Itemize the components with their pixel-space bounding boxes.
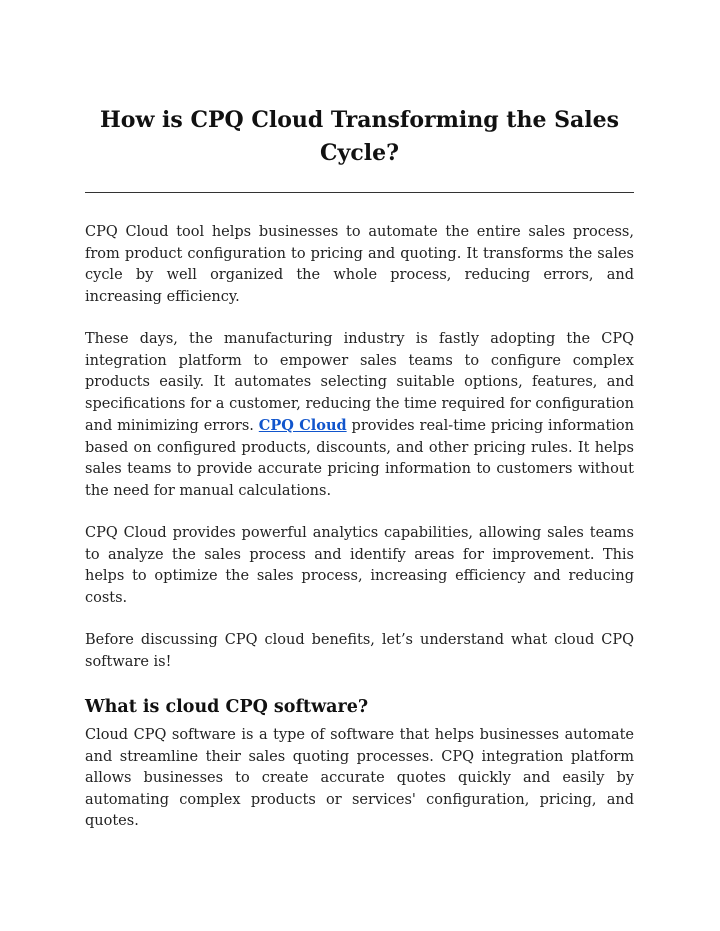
paragraph-analytics: CPQ Cloud provides powerful analytics capabilities, allowing sales teams to analyze the sales process and identify areas for improvement. This helps to optimize the sales process, increasing efficiency and reducing costs. (85, 525, 634, 606)
paragraph-definition: Cloud CPQ software is a type of software that helps businesses automate and streamline their sales quoting processes. CPQ integration platform allows businesses to create accurate quotes quickly and easily by automating complex products or services' configuration, pricing, and quotes. (85, 727, 634, 829)
paragraph-manufacturing-text-before: These days, the manufacturing industry is fastly adopting the CPQ integration platform to empower sales teams to configure complex products easily. It automates selecting suitable options, features, and specifications for a customer, reducing the time required for configuration and minimizing errors. (85, 331, 634, 434)
page-title: How is CPQ Cloud Transforming the Sales Cycle? (99, 107, 619, 166)
cpq-cloud-link[interactable]: CPQ Cloud (258, 417, 347, 434)
document-page (85, 104, 634, 833)
paragraph-intro: CPQ Cloud tool helps businesses to automate the entire sales process, from product configuration to pricing and quoting. It transforms the sales cycle by well organized the whole process, reducing errors, and increasing efficiency. (85, 224, 634, 305)
section-heading: What is cloud CPQ software? (85, 697, 369, 717)
paragraph-transition: Before discussing CPQ cloud benefits, let’s understand what cloud CPQ software is! (85, 632, 634, 670)
title-divider (85, 192, 634, 193)
paragraph-manufacturing-text-after: provides real-time pricing information based on configured products, discounts, and other pricing rules. It helps sales teams to provide accurate pricing information to customers without the need for manual calculations. (85, 418, 634, 499)
paragraph-manufacturing (85, 329, 634, 502)
